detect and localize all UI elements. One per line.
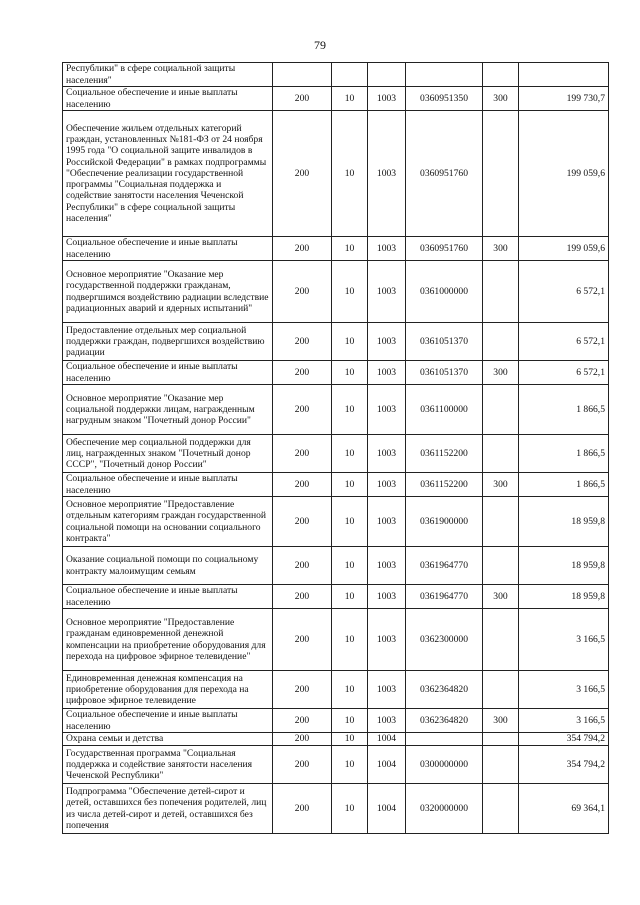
cell-csr: 0361900000 xyxy=(406,497,483,547)
cell-vr xyxy=(483,261,519,323)
cell-ved: 200 xyxy=(273,237,332,261)
cell-csr: 0361152200 xyxy=(406,473,483,497)
cell-csr: 0320000000 xyxy=(406,784,483,834)
cell-pr: 1003 xyxy=(368,87,406,111)
cell-name: Социальное обеспечение и иные выплаты населению xyxy=(63,87,273,111)
cell-sum: 354 794,2 xyxy=(519,733,609,746)
cell-ved: 200 xyxy=(273,784,332,834)
cell-name: Предоставление отдельных мер социальной поддержки граждан, подвергшихся воздействию радиации xyxy=(63,323,273,361)
table-row xyxy=(63,323,609,361)
table-row xyxy=(63,261,609,323)
cell-pr: 1003 xyxy=(368,671,406,709)
cell-vr xyxy=(483,111,519,237)
cell-csr xyxy=(406,63,483,87)
table-row xyxy=(63,87,609,111)
cell-rz: 10 xyxy=(332,87,368,111)
cell-sum: 199 059,6 xyxy=(519,237,609,261)
cell-ved: 200 xyxy=(273,473,332,497)
table-row xyxy=(63,473,609,497)
cell-name: Единовременная денежная компенсация на приобретение оборудования для перехода на цифровое эфирное телевидение xyxy=(63,671,273,709)
cell-sum: 6 572,1 xyxy=(519,323,609,361)
cell-csr: 0361964770 xyxy=(406,547,483,585)
cell-pr xyxy=(368,63,406,87)
cell-vr: 300 xyxy=(483,87,519,111)
cell-csr: 0360951350 xyxy=(406,87,483,111)
cell-sum: 3 166,5 xyxy=(519,709,609,733)
cell-vr xyxy=(483,435,519,473)
cell-name: Основное мероприятие "Предоставление отдельным категориям граждан государственной социальной помощи на основании социального контракта" xyxy=(63,497,273,547)
cell-csr xyxy=(406,733,483,746)
cell-rz: 10 xyxy=(332,323,368,361)
cell-ved: 200 xyxy=(273,733,332,746)
cell-pr: 1003 xyxy=(368,261,406,323)
cell-ved: 200 xyxy=(273,609,332,671)
cell-name: Обеспечение жильем отдельных категорий граждан, установленных №181-ФЗ от 24 ноября 1995 года "О социальной защите инвалидов в Российской Федерации" в рамках подпрограммы "Обеспечение реализации государственной программы "Социальная поддержка и содействие занятости населения Чеченской Республики" в сфере социальной защиты населения" xyxy=(63,111,273,237)
cell-vr xyxy=(483,323,519,361)
cell-csr: 0361000000 xyxy=(406,261,483,323)
table-row xyxy=(63,63,609,87)
table-row xyxy=(63,435,609,473)
cell-pr: 1003 xyxy=(368,709,406,733)
table-row xyxy=(63,361,609,385)
cell-vr: 300 xyxy=(483,361,519,385)
cell-csr: 0360951760 xyxy=(406,111,483,237)
cell-rz: 10 xyxy=(332,237,368,261)
cell-vr xyxy=(483,547,519,585)
table-row xyxy=(63,385,609,435)
cell-ved: 200 xyxy=(273,497,332,547)
table-row xyxy=(63,609,609,671)
cell-name: Социальное обеспечение и иные выплаты населению xyxy=(63,237,273,261)
cell-csr: 0361100000 xyxy=(406,385,483,435)
cell-name: Основное мероприятие "Оказание мер государственной поддержки гражданам, подвергшимся воздействию радиации вследствие радиационных аварий и ядерных испытаний" xyxy=(63,261,273,323)
cell-name: Республики" в сфере социальной защиты населения" xyxy=(63,63,273,87)
table-row xyxy=(63,784,609,834)
page-number: 79 xyxy=(314,38,326,52)
cell-vr xyxy=(483,385,519,435)
cell-sum: 1 866,5 xyxy=(519,473,609,497)
cell-rz: 10 xyxy=(332,547,368,585)
cell-rz: 10 xyxy=(332,585,368,609)
cell-pr: 1003 xyxy=(368,585,406,609)
cell-vr xyxy=(483,733,519,746)
cell-name: Социальное обеспечение и иные выплаты населению xyxy=(63,361,273,385)
cell-rz xyxy=(332,63,368,87)
cell-pr: 1003 xyxy=(368,111,406,237)
cell-vr: 300 xyxy=(483,473,519,497)
cell-sum: 6 572,1 xyxy=(519,361,609,385)
table-row xyxy=(63,709,609,733)
cell-csr: 0361152200 xyxy=(406,435,483,473)
cell-rz: 10 xyxy=(332,435,368,473)
cell-pr: 1004 xyxy=(368,733,406,746)
cell-ved: 200 xyxy=(273,385,332,435)
cell-rz: 10 xyxy=(332,361,368,385)
cell-ved: 200 xyxy=(273,111,332,237)
cell-rz: 10 xyxy=(332,746,368,784)
cell-name: Социальное обеспечение и иные выплаты населению xyxy=(63,473,273,497)
cell-csr: 0300000000 xyxy=(406,746,483,784)
cell-ved: 200 xyxy=(273,671,332,709)
cell-csr: 0362364820 xyxy=(406,709,483,733)
cell-name: Основное мероприятие "Оказание мер социальной поддержки лицам, награжденным нагрудным знаком "Почетный донор России" xyxy=(63,385,273,435)
cell-rz: 10 xyxy=(332,733,368,746)
cell-csr: 0360951760 xyxy=(406,237,483,261)
cell-sum: 18 959,8 xyxy=(519,547,609,585)
cell-csr: 0361051370 xyxy=(406,361,483,385)
cell-vr xyxy=(483,784,519,834)
cell-name: Подпрограмма "Обеспечение детей-сирот и детей, оставшихся без попечения родителей, лиц из числа детей-сирот и детей, оставшихся без попечения xyxy=(63,784,273,834)
cell-csr: 0362364820 xyxy=(406,671,483,709)
cell-vr xyxy=(483,497,519,547)
cell-ved: 200 xyxy=(273,261,332,323)
cell-name: Социальное обеспечение и иные выплаты населению xyxy=(63,709,273,733)
cell-vr xyxy=(483,746,519,784)
cell-name: Государственная программа "Социальная поддержка и содействие занятости населения Чеченской Республики" xyxy=(63,746,273,784)
cell-ved: 200 xyxy=(273,585,332,609)
cell-sum: 18 959,8 xyxy=(519,497,609,547)
cell-pr: 1003 xyxy=(368,547,406,585)
cell-ved xyxy=(273,63,332,87)
cell-name: Оказание социальной помощи по социальному контракту малоимущим семьям xyxy=(63,547,273,585)
table-row xyxy=(63,585,609,609)
budget-table xyxy=(62,62,609,834)
cell-pr: 1003 xyxy=(368,323,406,361)
cell-csr: 0362300000 xyxy=(406,609,483,671)
budget-table-body xyxy=(63,63,609,834)
cell-vr: 300 xyxy=(483,237,519,261)
cell-rz: 10 xyxy=(332,784,368,834)
cell-rz: 10 xyxy=(332,261,368,323)
cell-sum xyxy=(519,63,609,87)
table-row xyxy=(63,237,609,261)
table-row xyxy=(63,497,609,547)
cell-vr: 300 xyxy=(483,585,519,609)
cell-rz: 10 xyxy=(332,671,368,709)
cell-sum: 1 866,5 xyxy=(519,385,609,435)
cell-name: Основное мероприятие "Предоставление гражданам единовременной денежной компенсации на приобретение оборудования для перехода на цифровое эфирное телевидение" xyxy=(63,609,273,671)
table-row xyxy=(63,733,609,746)
cell-sum: 18 959,8 xyxy=(519,585,609,609)
cell-rz: 10 xyxy=(332,111,368,237)
cell-sum: 3 166,5 xyxy=(519,671,609,709)
cell-rz: 10 xyxy=(332,497,368,547)
cell-name: Социальное обеспечение и иные выплаты населению xyxy=(63,585,273,609)
cell-pr: 1003 xyxy=(368,473,406,497)
cell-sum: 354 794,2 xyxy=(519,746,609,784)
cell-pr: 1003 xyxy=(368,609,406,671)
cell-vr xyxy=(483,671,519,709)
cell-csr: 0361051370 xyxy=(406,323,483,361)
table-row xyxy=(63,746,609,784)
cell-sum: 1 866,5 xyxy=(519,435,609,473)
cell-ved: 200 xyxy=(273,323,332,361)
cell-ved: 200 xyxy=(273,87,332,111)
cell-pr: 1003 xyxy=(368,435,406,473)
cell-csr: 0361964770 xyxy=(406,585,483,609)
cell-ved: 200 xyxy=(273,435,332,473)
cell-ved: 200 xyxy=(273,361,332,385)
table-row xyxy=(63,671,609,709)
cell-rz: 10 xyxy=(332,609,368,671)
cell-ved: 200 xyxy=(273,746,332,784)
cell-sum: 3 166,5 xyxy=(519,609,609,671)
cell-vr xyxy=(483,609,519,671)
cell-pr: 1004 xyxy=(368,784,406,834)
cell-sum: 69 364,1 xyxy=(519,784,609,834)
cell-pr: 1003 xyxy=(368,237,406,261)
cell-ved: 200 xyxy=(273,709,332,733)
table-row xyxy=(63,547,609,585)
cell-pr: 1003 xyxy=(368,385,406,435)
cell-rz: 10 xyxy=(332,709,368,733)
cell-rz: 10 xyxy=(332,385,368,435)
cell-name: Обеспечение мер социальной поддержки для лиц, награжденных знаком "Почетный донор СССР", "Почетный донор России" xyxy=(63,435,273,473)
table-row xyxy=(63,111,609,237)
cell-pr: 1004 xyxy=(368,746,406,784)
cell-rz: 10 xyxy=(332,473,368,497)
cell-name: Охрана семьи и детства xyxy=(63,733,273,746)
cell-ved: 200 xyxy=(273,547,332,585)
cell-pr: 1003 xyxy=(368,361,406,385)
cell-sum: 199 059,6 xyxy=(519,111,609,237)
cell-pr: 1003 xyxy=(368,497,406,547)
cell-sum: 6 572,1 xyxy=(519,261,609,323)
cell-sum: 199 730,7 xyxy=(519,87,609,111)
cell-vr: 300 xyxy=(483,709,519,733)
cell-vr xyxy=(483,63,519,87)
